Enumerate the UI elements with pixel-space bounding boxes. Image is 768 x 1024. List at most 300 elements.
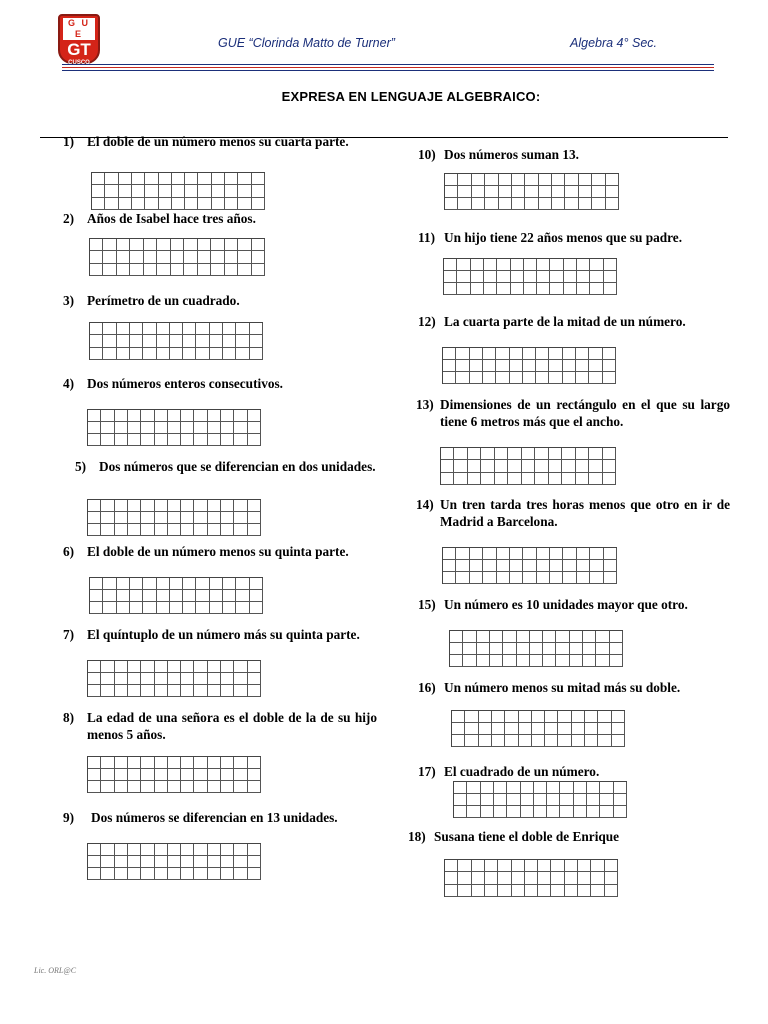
grid-cell[interactable]	[208, 661, 221, 673]
grid-cell[interactable]	[168, 524, 181, 536]
grid-cell[interactable]	[128, 434, 141, 446]
grid-cell[interactable]	[101, 685, 114, 697]
grid-cell[interactable]	[503, 643, 516, 655]
grid-cell[interactable]	[578, 885, 591, 897]
grid-cell[interactable]	[130, 264, 143, 276]
grid-cell[interactable]	[550, 572, 563, 584]
grid-cell[interactable]	[181, 673, 194, 685]
grid-cell[interactable]	[563, 360, 576, 372]
grid-cell[interactable]	[168, 868, 181, 880]
grid-cell[interactable]	[523, 348, 536, 360]
grid-cell[interactable]	[101, 434, 114, 446]
grid-cell[interactable]	[198, 239, 211, 251]
grid-cell[interactable]	[485, 174, 498, 186]
answer-grid-15[interactable]	[449, 630, 623, 667]
grid-cell[interactable]	[499, 174, 512, 186]
grid-cell[interactable]	[159, 173, 172, 185]
grid-cell[interactable]	[583, 655, 596, 667]
answer-grid-6[interactable]	[89, 577, 263, 614]
grid-cell[interactable]	[117, 590, 130, 602]
grid-cell[interactable]	[458, 174, 471, 186]
grid-cell[interactable]	[458, 860, 471, 872]
grid-cell[interactable]	[208, 410, 221, 422]
grid-cell[interactable]	[252, 173, 265, 185]
grid-cell[interactable]	[250, 323, 263, 335]
grid-cell[interactable]	[472, 885, 485, 897]
grid-cell[interactable]	[181, 410, 194, 422]
grid-cell[interactable]	[468, 473, 481, 485]
grid-cell[interactable]	[604, 283, 617, 295]
grid-cell[interactable]	[248, 781, 261, 793]
grid-cell[interactable]	[115, 856, 128, 868]
grid-cell[interactable]	[103, 264, 116, 276]
grid-cell[interactable]	[550, 271, 563, 283]
grid-cell[interactable]	[171, 251, 184, 263]
grid-cell[interactable]	[103, 590, 116, 602]
grid-cell[interactable]	[517, 643, 530, 655]
grid-cell[interactable]	[208, 685, 221, 697]
grid-cell[interactable]	[547, 794, 560, 806]
grid-cell[interactable]	[157, 590, 170, 602]
grid-cell[interactable]	[221, 512, 234, 524]
grid-cell[interactable]	[505, 735, 518, 747]
grid-cell[interactable]	[494, 782, 507, 794]
grid-cell[interactable]	[132, 173, 145, 185]
grid-cell[interactable]	[539, 186, 552, 198]
grid-cell[interactable]	[88, 524, 101, 536]
grid-cell[interactable]	[181, 422, 194, 434]
grid-cell[interactable]	[452, 735, 465, 747]
grid-cell[interactable]	[523, 360, 536, 372]
grid-cell[interactable]	[558, 723, 571, 735]
grid-cell[interactable]	[157, 251, 170, 263]
grid-cell[interactable]	[88, 781, 101, 793]
grid-cell[interactable]	[115, 757, 128, 769]
grid-cell[interactable]	[181, 769, 194, 781]
grid-cell[interactable]	[450, 643, 463, 655]
grid-cell[interactable]	[537, 572, 550, 584]
grid-cell[interactable]	[155, 844, 168, 856]
grid-cell[interactable]	[248, 757, 261, 769]
grid-cell[interactable]	[238, 251, 251, 263]
grid-cell[interactable]	[517, 631, 530, 643]
grid-cell[interactable]	[499, 186, 512, 198]
grid-cell[interactable]	[141, 410, 154, 422]
grid-cell[interactable]	[590, 283, 603, 295]
grid-cell[interactable]	[221, 844, 234, 856]
grid-cell[interactable]	[577, 271, 590, 283]
grid-cell[interactable]	[510, 560, 523, 572]
grid-cell[interactable]	[103, 602, 116, 614]
grid-cell[interactable]	[574, 794, 587, 806]
grid-cell[interactable]	[181, 856, 194, 868]
grid-cell[interactable]	[252, 264, 265, 276]
grid-cell[interactable]	[565, 885, 578, 897]
grid-cell[interactable]	[452, 711, 465, 723]
grid-cell[interactable]	[128, 422, 141, 434]
grid-cell[interactable]	[115, 422, 128, 434]
grid-cell[interactable]	[223, 335, 236, 347]
grid-cell[interactable]	[560, 806, 573, 818]
answer-grid-9[interactable]	[87, 843, 261, 880]
grid-cell[interactable]	[519, 735, 532, 747]
grid-cell[interactable]	[457, 259, 470, 271]
grid-cell[interactable]	[132, 198, 145, 210]
grid-cell[interactable]	[198, 173, 211, 185]
grid-cell[interactable]	[130, 348, 143, 360]
grid-cell[interactable]	[570, 631, 583, 643]
grid-cell[interactable]	[522, 448, 535, 460]
grid-cell[interactable]	[128, 500, 141, 512]
grid-cell[interactable]	[250, 348, 263, 360]
grid-cell[interactable]	[155, 781, 168, 793]
grid-cell[interactable]	[445, 198, 458, 210]
grid-cell[interactable]	[610, 655, 623, 667]
grid-cell[interactable]	[194, 685, 207, 697]
grid-cell[interactable]	[603, 460, 616, 472]
grid-cell[interactable]	[115, 500, 128, 512]
grid-cell[interactable]	[564, 271, 577, 283]
grid-cell[interactable]	[472, 174, 485, 186]
grid-cell[interactable]	[536, 372, 549, 384]
answer-grid-7[interactable]	[87, 660, 261, 697]
grid-cell[interactable]	[484, 259, 497, 271]
grid-cell[interactable]	[562, 473, 575, 485]
grid-cell[interactable]	[221, 757, 234, 769]
grid-cell[interactable]	[443, 348, 456, 360]
grid-cell[interactable]	[117, 335, 130, 347]
grid-cell[interactable]	[523, 572, 536, 584]
grid-cell[interactable]	[208, 512, 221, 524]
grid-cell[interactable]	[101, 512, 114, 524]
grid-cell[interactable]	[221, 856, 234, 868]
grid-cell[interactable]	[117, 239, 130, 251]
grid-cell[interactable]	[183, 578, 196, 590]
grid-cell[interactable]	[194, 769, 207, 781]
grid-cell[interactable]	[457, 271, 470, 283]
grid-cell[interactable]	[210, 602, 223, 614]
grid-cell[interactable]	[115, 769, 128, 781]
grid-cell[interactable]	[590, 271, 603, 283]
grid-cell[interactable]	[238, 198, 251, 210]
grid-cell[interactable]	[208, 856, 221, 868]
grid-cell[interactable]	[603, 360, 616, 372]
grid-cell[interactable]	[103, 348, 116, 360]
grid-cell[interactable]	[523, 548, 536, 560]
grid-cell[interactable]	[194, 661, 207, 673]
grid-cell[interactable]	[90, 348, 103, 360]
grid-cell[interactable]	[456, 360, 469, 372]
grid-cell[interactable]	[450, 655, 463, 667]
grid-cell[interactable]	[234, 868, 247, 880]
answer-grid-13[interactable]	[440, 447, 616, 485]
grid-cell[interactable]	[88, 868, 101, 880]
grid-cell[interactable]	[141, 500, 154, 512]
grid-cell[interactable]	[457, 283, 470, 295]
grid-cell[interactable]	[170, 578, 183, 590]
answer-grid-2[interactable]	[89, 238, 265, 276]
grid-cell[interactable]	[591, 872, 604, 884]
grid-cell[interactable]	[181, 434, 194, 446]
grid-cell[interactable]	[236, 602, 249, 614]
grid-cell[interactable]	[208, 757, 221, 769]
grid-cell[interactable]	[172, 173, 185, 185]
grid-cell[interactable]	[88, 434, 101, 446]
grid-cell[interactable]	[589, 348, 602, 360]
grid-cell[interactable]	[445, 174, 458, 186]
grid-cell[interactable]	[505, 723, 518, 735]
grid-cell[interactable]	[525, 885, 538, 897]
grid-cell[interactable]	[479, 711, 492, 723]
grid-cell[interactable]	[481, 460, 494, 472]
grid-cell[interactable]	[604, 548, 617, 560]
grid-cell[interactable]	[579, 198, 592, 210]
grid-cell[interactable]	[208, 769, 221, 781]
grid-cell[interactable]	[145, 173, 158, 185]
grid-cell[interactable]	[221, 868, 234, 880]
grid-cell[interactable]	[115, 844, 128, 856]
grid-cell[interactable]	[144, 251, 157, 263]
grid-cell[interactable]	[101, 422, 114, 434]
grid-cell[interactable]	[141, 685, 154, 697]
grid-cell[interactable]	[211, 264, 224, 276]
grid-cell[interactable]	[170, 348, 183, 360]
grid-cell[interactable]	[194, 856, 207, 868]
grid-cell[interactable]	[490, 631, 503, 643]
grid-cell[interactable]	[576, 372, 589, 384]
grid-cell[interactable]	[465, 735, 478, 747]
grid-cell[interactable]	[128, 524, 141, 536]
grid-cell[interactable]	[168, 781, 181, 793]
grid-cell[interactable]	[248, 844, 261, 856]
grid-cell[interactable]	[490, 643, 503, 655]
grid-cell[interactable]	[590, 259, 603, 271]
grid-cell[interactable]	[141, 512, 154, 524]
grid-cell[interactable]	[171, 239, 184, 251]
grid-cell[interactable]	[88, 844, 101, 856]
grid-cell[interactable]	[578, 860, 591, 872]
grid-cell[interactable]	[558, 735, 571, 747]
grid-cell[interactable]	[155, 524, 168, 536]
grid-cell[interactable]	[225, 173, 238, 185]
grid-cell[interactable]	[250, 335, 263, 347]
grid-cell[interactable]	[481, 782, 494, 794]
grid-cell[interactable]	[538, 885, 551, 897]
grid-cell[interactable]	[115, 434, 128, 446]
grid-cell[interactable]	[128, 685, 141, 697]
grid-cell[interactable]	[570, 655, 583, 667]
grid-cell[interactable]	[221, 434, 234, 446]
grid-cell[interactable]	[90, 590, 103, 602]
grid-cell[interactable]	[181, 781, 194, 793]
grid-cell[interactable]	[614, 782, 627, 794]
grid-cell[interactable]	[225, 185, 238, 197]
grid-cell[interactable]	[128, 844, 141, 856]
grid-cell[interactable]	[143, 335, 156, 347]
grid-cell[interactable]	[598, 735, 611, 747]
grid-cell[interactable]	[168, 500, 181, 512]
grid-cell[interactable]	[194, 500, 207, 512]
grid-cell[interactable]	[565, 174, 578, 186]
grid-cell[interactable]	[534, 806, 547, 818]
grid-cell[interactable]	[234, 524, 247, 536]
grid-cell[interactable]	[523, 560, 536, 572]
grid-cell[interactable]	[168, 685, 181, 697]
grid-cell[interactable]	[115, 673, 128, 685]
grid-cell[interactable]	[236, 578, 249, 590]
grid-cell[interactable]	[196, 348, 209, 360]
grid-cell[interactable]	[510, 372, 523, 384]
grid-cell[interactable]	[458, 186, 471, 198]
grid-cell[interactable]	[238, 173, 251, 185]
grid-cell[interactable]	[234, 844, 247, 856]
grid-cell[interactable]	[88, 757, 101, 769]
grid-cell[interactable]	[496, 348, 509, 360]
grid-cell[interactable]	[141, 781, 154, 793]
grid-cell[interactable]	[115, 685, 128, 697]
grid-cell[interactable]	[495, 460, 508, 472]
grid-cell[interactable]	[512, 860, 525, 872]
grid-cell[interactable]	[560, 794, 573, 806]
grid-cell[interactable]	[465, 711, 478, 723]
grid-cell[interactable]	[551, 885, 564, 897]
grid-cell[interactable]	[101, 661, 114, 673]
grid-cell[interactable]	[236, 590, 249, 602]
grid-cell[interactable]	[535, 473, 548, 485]
grid-cell[interactable]	[549, 348, 562, 360]
grid-cell[interactable]	[115, 524, 128, 536]
grid-cell[interactable]	[443, 572, 456, 584]
grid-cell[interactable]	[172, 198, 185, 210]
grid-cell[interactable]	[144, 239, 157, 251]
grid-cell[interactable]	[234, 685, 247, 697]
grid-cell[interactable]	[248, 422, 261, 434]
grid-cell[interactable]	[445, 186, 458, 198]
grid-cell[interactable]	[592, 174, 605, 186]
grid-cell[interactable]	[101, 856, 114, 868]
grid-cell[interactable]	[600, 782, 613, 794]
grid-cell[interactable]	[443, 548, 456, 560]
grid-cell[interactable]	[497, 560, 510, 572]
grid-cell[interactable]	[525, 186, 538, 198]
grid-cell[interactable]	[512, 174, 525, 186]
grid-cell[interactable]	[610, 643, 623, 655]
grid-cell[interactable]	[492, 735, 505, 747]
grid-cell[interactable]	[103, 335, 116, 347]
grid-cell[interactable]	[208, 422, 221, 434]
grid-cell[interactable]	[128, 512, 141, 524]
grid-cell[interactable]	[103, 251, 116, 263]
grid-cell[interactable]	[141, 434, 154, 446]
grid-cell[interactable]	[589, 360, 602, 372]
grid-cell[interactable]	[168, 422, 181, 434]
grid-cell[interactable]	[143, 348, 156, 360]
grid-cell[interactable]	[545, 723, 558, 735]
grid-cell[interactable]	[194, 757, 207, 769]
grid-cell[interactable]	[537, 283, 550, 295]
grid-cell[interactable]	[221, 769, 234, 781]
grid-cell[interactable]	[606, 198, 619, 210]
grid-cell[interactable]	[90, 602, 103, 614]
grid-cell[interactable]	[252, 239, 265, 251]
grid-cell[interactable]	[252, 198, 265, 210]
grid-cell[interactable]	[524, 283, 537, 295]
grid-cell[interactable]	[477, 643, 490, 655]
grid-cell[interactable]	[181, 524, 194, 536]
grid-cell[interactable]	[194, 422, 207, 434]
grid-cell[interactable]	[128, 757, 141, 769]
grid-cell[interactable]	[185, 185, 198, 197]
grid-cell[interactable]	[223, 602, 236, 614]
answer-grid-17[interactable]	[453, 781, 627, 818]
grid-cell[interactable]	[512, 186, 525, 198]
grid-cell[interactable]	[522, 473, 535, 485]
grid-cell[interactable]	[155, 434, 168, 446]
grid-cell[interactable]	[522, 460, 535, 472]
grid-cell[interactable]	[90, 578, 103, 590]
grid-cell[interactable]	[155, 685, 168, 697]
grid-cell[interactable]	[208, 781, 221, 793]
grid-cell[interactable]	[497, 283, 510, 295]
grid-cell[interactable]	[101, 524, 114, 536]
grid-cell[interactable]	[92, 173, 105, 185]
grid-cell[interactable]	[159, 198, 172, 210]
grid-cell[interactable]	[183, 348, 196, 360]
grid-cell[interactable]	[155, 769, 168, 781]
grid-cell[interactable]	[484, 283, 497, 295]
grid-cell[interactable]	[115, 512, 128, 524]
grid-cell[interactable]	[556, 643, 569, 655]
grid-cell[interactable]	[579, 186, 592, 198]
grid-cell[interactable]	[604, 560, 617, 572]
grid-cell[interactable]	[211, 251, 224, 263]
grid-cell[interactable]	[444, 271, 457, 283]
grid-cell[interactable]	[521, 794, 534, 806]
grid-cell[interactable]	[564, 259, 577, 271]
grid-cell[interactable]	[221, 661, 234, 673]
grid-cell[interactable]	[196, 590, 209, 602]
grid-cell[interactable]	[590, 548, 603, 560]
grid-cell[interactable]	[159, 185, 172, 197]
grid-cell[interactable]	[208, 673, 221, 685]
grid-cell[interactable]	[463, 631, 476, 643]
grid-cell[interactable]	[603, 348, 616, 360]
grid-cell[interactable]	[101, 410, 114, 422]
grid-cell[interactable]	[600, 794, 613, 806]
grid-cell[interactable]	[234, 781, 247, 793]
grid-cell[interactable]	[443, 360, 456, 372]
grid-cell[interactable]	[88, 410, 101, 422]
grid-cell[interactable]	[483, 560, 496, 572]
grid-cell[interactable]	[168, 512, 181, 524]
grid-cell[interactable]	[536, 348, 549, 360]
grid-cell[interactable]	[225, 264, 238, 276]
grid-cell[interactable]	[183, 602, 196, 614]
grid-cell[interactable]	[248, 512, 261, 524]
grid-cell[interactable]	[172, 185, 185, 197]
grid-cell[interactable]	[248, 524, 261, 536]
answer-grid-16[interactable]	[451, 710, 625, 747]
grid-cell[interactable]	[128, 769, 141, 781]
grid-cell[interactable]	[577, 572, 590, 584]
grid-cell[interactable]	[565, 872, 578, 884]
grid-cell[interactable]	[497, 572, 510, 584]
grid-cell[interactable]	[236, 335, 249, 347]
grid-cell[interactable]	[576, 348, 589, 360]
grid-cell[interactable]	[572, 711, 585, 723]
grid-cell[interactable]	[117, 251, 130, 263]
grid-cell[interactable]	[497, 259, 510, 271]
